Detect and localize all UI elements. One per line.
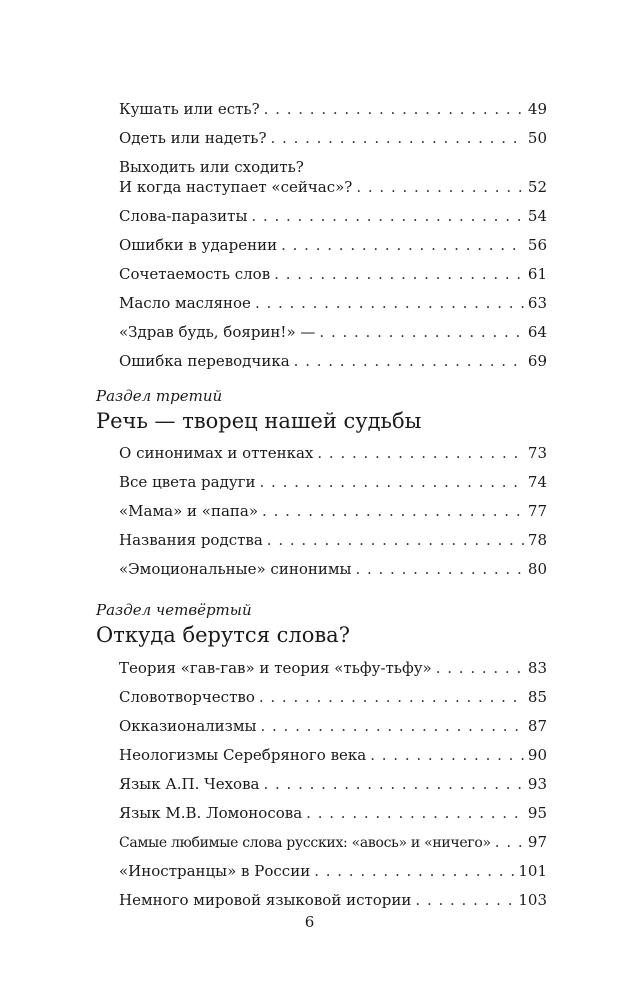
toc-entry xyxy=(119,861,547,881)
toc-entry-page: 101 xyxy=(518,862,547,880)
toc-entry xyxy=(119,530,547,550)
toc-entry xyxy=(119,559,547,579)
dot-leader xyxy=(264,99,524,119)
toc-entry-title: Одеть или надеть? xyxy=(119,129,267,147)
toc-entry-title: Сочетаемость слов xyxy=(119,265,271,283)
toc-entry-title: «Иностранцы» в России xyxy=(119,862,311,880)
toc-entry xyxy=(119,745,547,765)
dot-leader xyxy=(306,803,524,823)
toc-entry-title: Ошибки в ударении xyxy=(119,236,278,254)
toc-entry-title: Немного мировой языковой истории xyxy=(119,891,412,909)
toc-entry-title: Язык М.В. Ломоносова xyxy=(119,804,303,822)
toc-entry-page: 80 xyxy=(527,560,547,578)
toc-entry xyxy=(119,803,547,823)
toc-entry-title: «Мама» и «папа» xyxy=(119,502,259,520)
dot-leader xyxy=(260,472,524,492)
toc-entry xyxy=(119,206,547,226)
toc-entry-title: «Эмоциональные» синонимы xyxy=(119,560,352,578)
dot-leader xyxy=(271,128,524,148)
toc-entry xyxy=(119,658,547,678)
toc-entry-page: 74 xyxy=(527,473,547,491)
toc-entry-title: Теория «гав-гав» и теория «тьфу-тьфу» xyxy=(119,659,432,677)
toc-entry-title: О синонимах и оттенках xyxy=(119,444,314,462)
toc-entry-title-line1: Выходить или сходить? xyxy=(119,158,304,176)
toc-entry-title: Язык А.П. Чехова xyxy=(119,775,260,793)
toc-entry-page: 50 xyxy=(527,129,547,147)
toc-entry xyxy=(119,716,547,736)
dot-leader xyxy=(294,351,524,371)
toc-entry xyxy=(119,264,547,284)
dot-leader xyxy=(415,890,514,910)
dot-leader xyxy=(262,501,524,521)
dot-leader xyxy=(260,716,523,736)
dot-leader xyxy=(356,177,524,197)
toc-list-section-4 xyxy=(119,658,547,919)
dot-leader xyxy=(251,206,524,226)
toc-entry-title: Ошибка переводчика xyxy=(119,352,290,370)
toc-entry-title: «Здрав будь, боярин!» — xyxy=(119,323,316,341)
toc-entry-title: Самые любимые слова русских: «авось» и «ничего» xyxy=(119,835,491,851)
toc-entry-page: 77 xyxy=(527,502,547,520)
toc-entry-page: 103 xyxy=(518,891,547,909)
toc-entry-page: 95 xyxy=(527,804,547,822)
toc-entry-title: Слова-паразиты xyxy=(119,207,248,225)
toc-entry xyxy=(119,443,547,463)
section-3-label: Раздел третий xyxy=(96,387,223,405)
dot-leader xyxy=(274,264,524,284)
dot-leader xyxy=(317,443,524,463)
toc-entry xyxy=(119,99,547,119)
dot-leader xyxy=(314,861,514,881)
dot-leader xyxy=(267,530,524,550)
toc-entry-page: 56 xyxy=(527,236,547,254)
dot-leader xyxy=(436,658,524,678)
toc-entry-page: 85 xyxy=(527,688,547,706)
toc-entry-title: И когда наступает «сейчас»? xyxy=(119,178,353,196)
toc-entry xyxy=(119,351,547,371)
toc-entry xyxy=(119,128,547,148)
toc-entry xyxy=(119,293,547,313)
toc-entry xyxy=(119,890,547,910)
dot-leader xyxy=(355,559,523,579)
dot-leader xyxy=(319,322,524,342)
page-number: 6 xyxy=(304,913,315,931)
toc-entry-title: Окказионализмы xyxy=(119,717,257,735)
toc-entry-title: Кушать или есть? xyxy=(119,100,260,118)
toc-entry-title: Все цвета радуги xyxy=(119,473,256,491)
toc-entry-page: 93 xyxy=(527,775,547,793)
toc-entry-page: 52 xyxy=(527,178,547,196)
toc-entry-page: 61 xyxy=(527,265,547,283)
toc-entry-title: Масло масляное xyxy=(119,294,251,312)
dot-leader xyxy=(255,293,524,313)
toc-entry-page: 64 xyxy=(527,323,547,341)
section-4-label: Раздел четвёртый xyxy=(96,601,252,619)
toc-entry-page: 69 xyxy=(527,352,547,370)
toc-entry-page: 73 xyxy=(527,444,547,462)
toc-entry-page: 87 xyxy=(527,717,547,735)
toc-entry-page: 83 xyxy=(527,659,547,677)
toc-entry-page: 49 xyxy=(527,100,547,118)
toc-entry xyxy=(119,157,547,197)
toc-entry-page: 54 xyxy=(527,207,547,225)
dot-leader xyxy=(263,774,523,794)
toc-entry xyxy=(119,472,547,492)
dot-leader xyxy=(259,687,524,707)
toc-entry-title: Неологизмы Серебряного века xyxy=(119,746,367,764)
toc-entry xyxy=(119,774,547,794)
toc-entry-page: 97 xyxy=(527,833,547,851)
toc-list-section-3 xyxy=(119,443,547,588)
toc-entry-page: 63 xyxy=(527,294,547,312)
toc-entry xyxy=(119,687,547,707)
dot-leader xyxy=(370,745,524,765)
toc-entry-title: Словотворчество xyxy=(119,688,255,706)
toc-entry-page: 78 xyxy=(527,531,547,549)
toc-entry-title: Названия родства xyxy=(119,531,263,549)
toc-entry xyxy=(119,322,547,342)
toc-list-previous-section xyxy=(119,99,547,380)
toc-entry xyxy=(119,235,547,255)
toc-entry xyxy=(119,832,547,852)
section-4-title: Откуда берутся слова? xyxy=(96,623,350,647)
toc-entry-page: 90 xyxy=(527,746,547,764)
section-3-title: Речь — творец нашей судьбы xyxy=(96,409,422,433)
dot-leader xyxy=(281,235,524,255)
toc-entry xyxy=(119,501,547,521)
dot-leader xyxy=(495,832,524,852)
